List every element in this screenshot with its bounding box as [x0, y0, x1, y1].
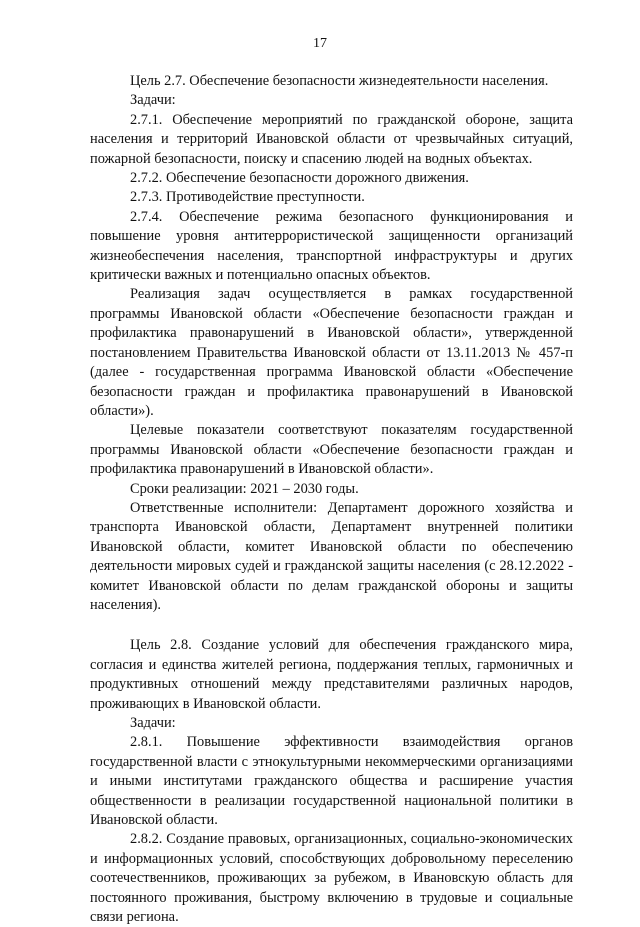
page-number: 17 — [313, 36, 327, 51]
goal-2-8-heading: Цель 2.8. Создание условий для обеспечения гражданского мира, согласия и единства жителей региона, поддержания теплых, гармоничных и продуктивных отношений между представителями различных народов, проживающих в Ивановской области. — [90, 637, 573, 712]
task-2-7-1: 2.7.1. Обеспечение мероприятий по гражданской обороне, защита населения и территорий Ивановской области от чрезвычайных ситуаций, пожарной безопасности, поиску и спасению людей на водных объектах. — [90, 111, 573, 167]
target-indicators-paragraph: Целевые показатели соответствуют показателям государственной программы Ивановской области «Обеспечение безопасности граждан и профилактика правонарушений в Ивановской области». — [90, 422, 573, 478]
goal-2-7-heading: Цель 2.7. Обеспечение безопасности жизнедеятельности населения. — [130, 73, 549, 89]
implementation-terms: Сроки реализации: 2021 – 2030 годы. — [130, 480, 359, 497]
document-body — [90, 72, 573, 927]
task-2-7-4: 2.7.4. Обеспечение режима безопасного функционирования и повышение уровня антитеррористической защищенности организаций жизнеобеспечения населения, транспортной инфраструктуры и других критически важных и потенциально опасных объектов. — [90, 208, 573, 284]
section-gap — [90, 615, 573, 636]
task-2-7-3: 2.7.3. Противодействие преступности. — [130, 189, 365, 206]
task-2-7-2: 2.7.2. Обеспечение безопасности дорожного движения. — [130, 170, 469, 187]
task-2-8-1: 2.8.1. Повышение эффективности взаимодействия органов государственной власти с этнокультурными некоммерческими организациями и иными институтами гражданского общества и расширение участия общественности в реализации государственной национальной политики в Ивановской области. — [90, 734, 573, 829]
task-2-8-2: 2.8.2. Создание правовых, организационных, социально-экономических и информационных условий, способствующих добровольному переселению соотечественников, проживающих за рубежом, в Ивановскую область для постоянного проживания, быстрому включению в трудовые и социальные связи региона. — [90, 831, 573, 926]
responsible-executors: Ответственные исполнители: Департамент дорожного хозяйства и транспорта Ивановской области, Департамент внутренней политики Ивановской области, комитет Ивановской области по обеспечению деятельности мировых судей и гражданской защиты населения (с 28.12.2022 - комитет Ивановской области по делам гражданской обороны и защиты населения). — [90, 499, 573, 613]
tasks-label-2-7: Задачи: — [130, 92, 176, 109]
tasks-label-2-8: Задачи: — [130, 715, 176, 731]
implementation-paragraph: Реализация задач осуществляется в рамках государственной программы Ивановской области «Обеспечение безопасности граждан и профилактика правонарушений в Ивановской области», утвержденной постановлением Правительства Ивановской области от 13.11.2013 № 457-п (далее - государственная программа Ивановской области «Обеспечение безопасности граждан и профилактика правонарушений в Ивановской области»). — [90, 286, 573, 419]
